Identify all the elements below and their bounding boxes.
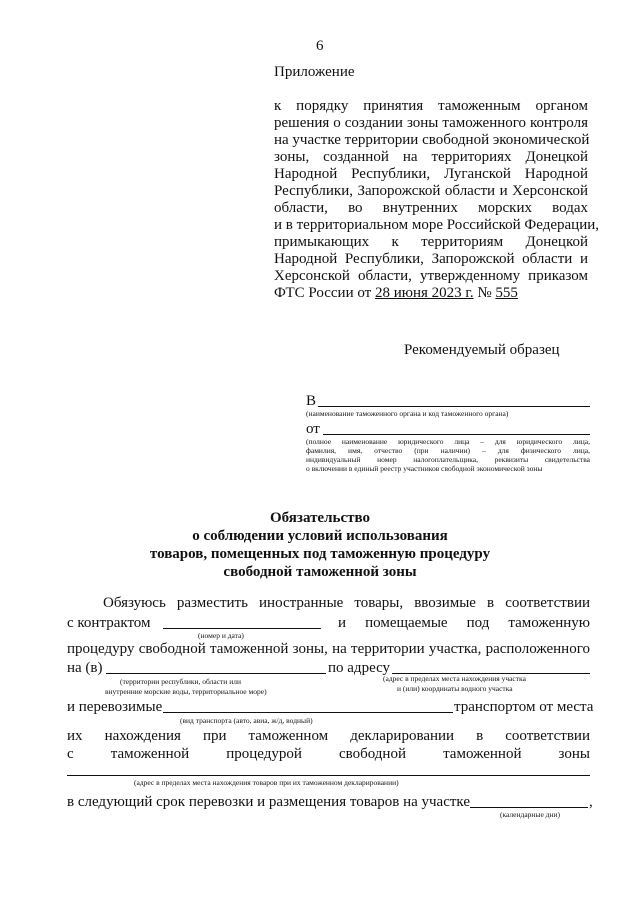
appendix-line: решения о создании зоны таможенного контроля [274,115,588,131]
territory-caption: внутренние морские воды, территориальное море) [105,687,267,696]
contract-field-line[interactable] [163,628,321,629]
appendix-line: примыкающих к территориям Донецкой [274,234,588,250]
recommended-sample: Рекомендуемый образец [404,342,560,358]
appendix-text [274,98,599,302]
order-prefix: ФТС России от [274,285,372,301]
body-line-6: их нахождения при таможенном декларировании в соответствии [67,728,590,744]
appendix-line: Народной Республики, Запорожской области и [274,251,588,267]
from-caption-line: о включении в единый реестр участников свободной экономической зоны [306,464,543,473]
heading-line: о соблюдении условий использования [192,528,448,544]
address-caption: (адрес в пределах места нахождения участка [383,674,526,683]
body-transport-label: и перевозимые [67,699,163,715]
appendix-line: Херсонской области, утвержденному приказом [274,268,588,284]
order-date: 28 июня 2023 г. [374,285,474,301]
address-caption: и (или) координаты водного участка [397,684,513,693]
body-line-1: Обязуюсь разместить иностранные товары, ввозимые в соответствии [103,595,590,611]
transport-caption: (вид транспорта (авто, авиа, ж/д, водный) [180,716,313,725]
to-label: В [306,393,317,409]
body-line-5-rest: транспортом от места [454,699,594,715]
contract-caption: (номер и дата) [198,631,244,640]
heading-line: свободной таможенной зоны [223,564,417,580]
days-caption: (календарные дни) [500,810,560,819]
body-territory-label: на (в) [67,660,103,676]
heading-title: Обязательство [270,510,370,526]
from-caption-line: (полное наименование юридического лица – для юридического лица, [306,437,590,446]
order-number-sign: № [477,285,492,301]
body-line-3: процедуру свободной таможенной зоны, на территории участка, расположенного [67,641,590,657]
territory-field-line[interactable] [106,673,326,674]
body-line-8-comma: , [589,794,593,810]
from-caption-line: фамилия, имя, отчество (при наличии) – для физического лица, [306,446,590,455]
body-address-label: по адресу [328,660,391,676]
body-line-8: в следующий срок перевозки и размещения товаров на участке [67,794,471,810]
body-line-7: с таможенной процедурой свободной таможенной зоны [67,746,590,762]
appendix-line: на участке территории свободной экономической [274,132,590,148]
body-line-2-rest: и помещаемые под таможенную [338,615,590,631]
location-caption: (адрес в пределах места нахождения товаров при их таможенном декларировании) [134,778,399,787]
appendix-line: Республики, Запорожской области и Херсонской [274,183,588,199]
appendix-line: области, во внутренних морских водах [274,200,588,216]
body-contract-label: с контрактом [67,615,151,631]
appendix-line: Народной Республики, Луганской Народной [274,166,588,182]
to-caption: (наименование таможенного органа и код таможенного органа) [306,409,509,418]
from-caption [306,437,590,473]
from-field-line[interactable] [323,434,590,435]
order-number: 555 [495,285,518,301]
location-field-line[interactable] [67,775,590,776]
transport-field-line[interactable] [163,712,453,713]
page-number: 6 [316,38,324,54]
heading-line: товаров, помещенных под таможенную процедуру [149,546,491,562]
territory-caption: (территории республики, области или [120,677,241,686]
from-caption-line: индивидуальный номер налогоплательщика, реквизиты свидетельства [306,455,590,464]
appendix-order-line [274,285,588,302]
from-label: от [306,421,320,437]
appendix-line: зоны, созданной на территориях Донецкой [274,149,588,165]
appendix-line: и в территориальном море Российской Федерации, [274,217,599,233]
appendix-line: к порядку принятия таможенным органом [274,98,588,114]
to-field-line[interactable] [318,406,590,407]
days-field-line[interactable] [470,807,588,808]
appendix-title: Приложение [274,64,355,80]
